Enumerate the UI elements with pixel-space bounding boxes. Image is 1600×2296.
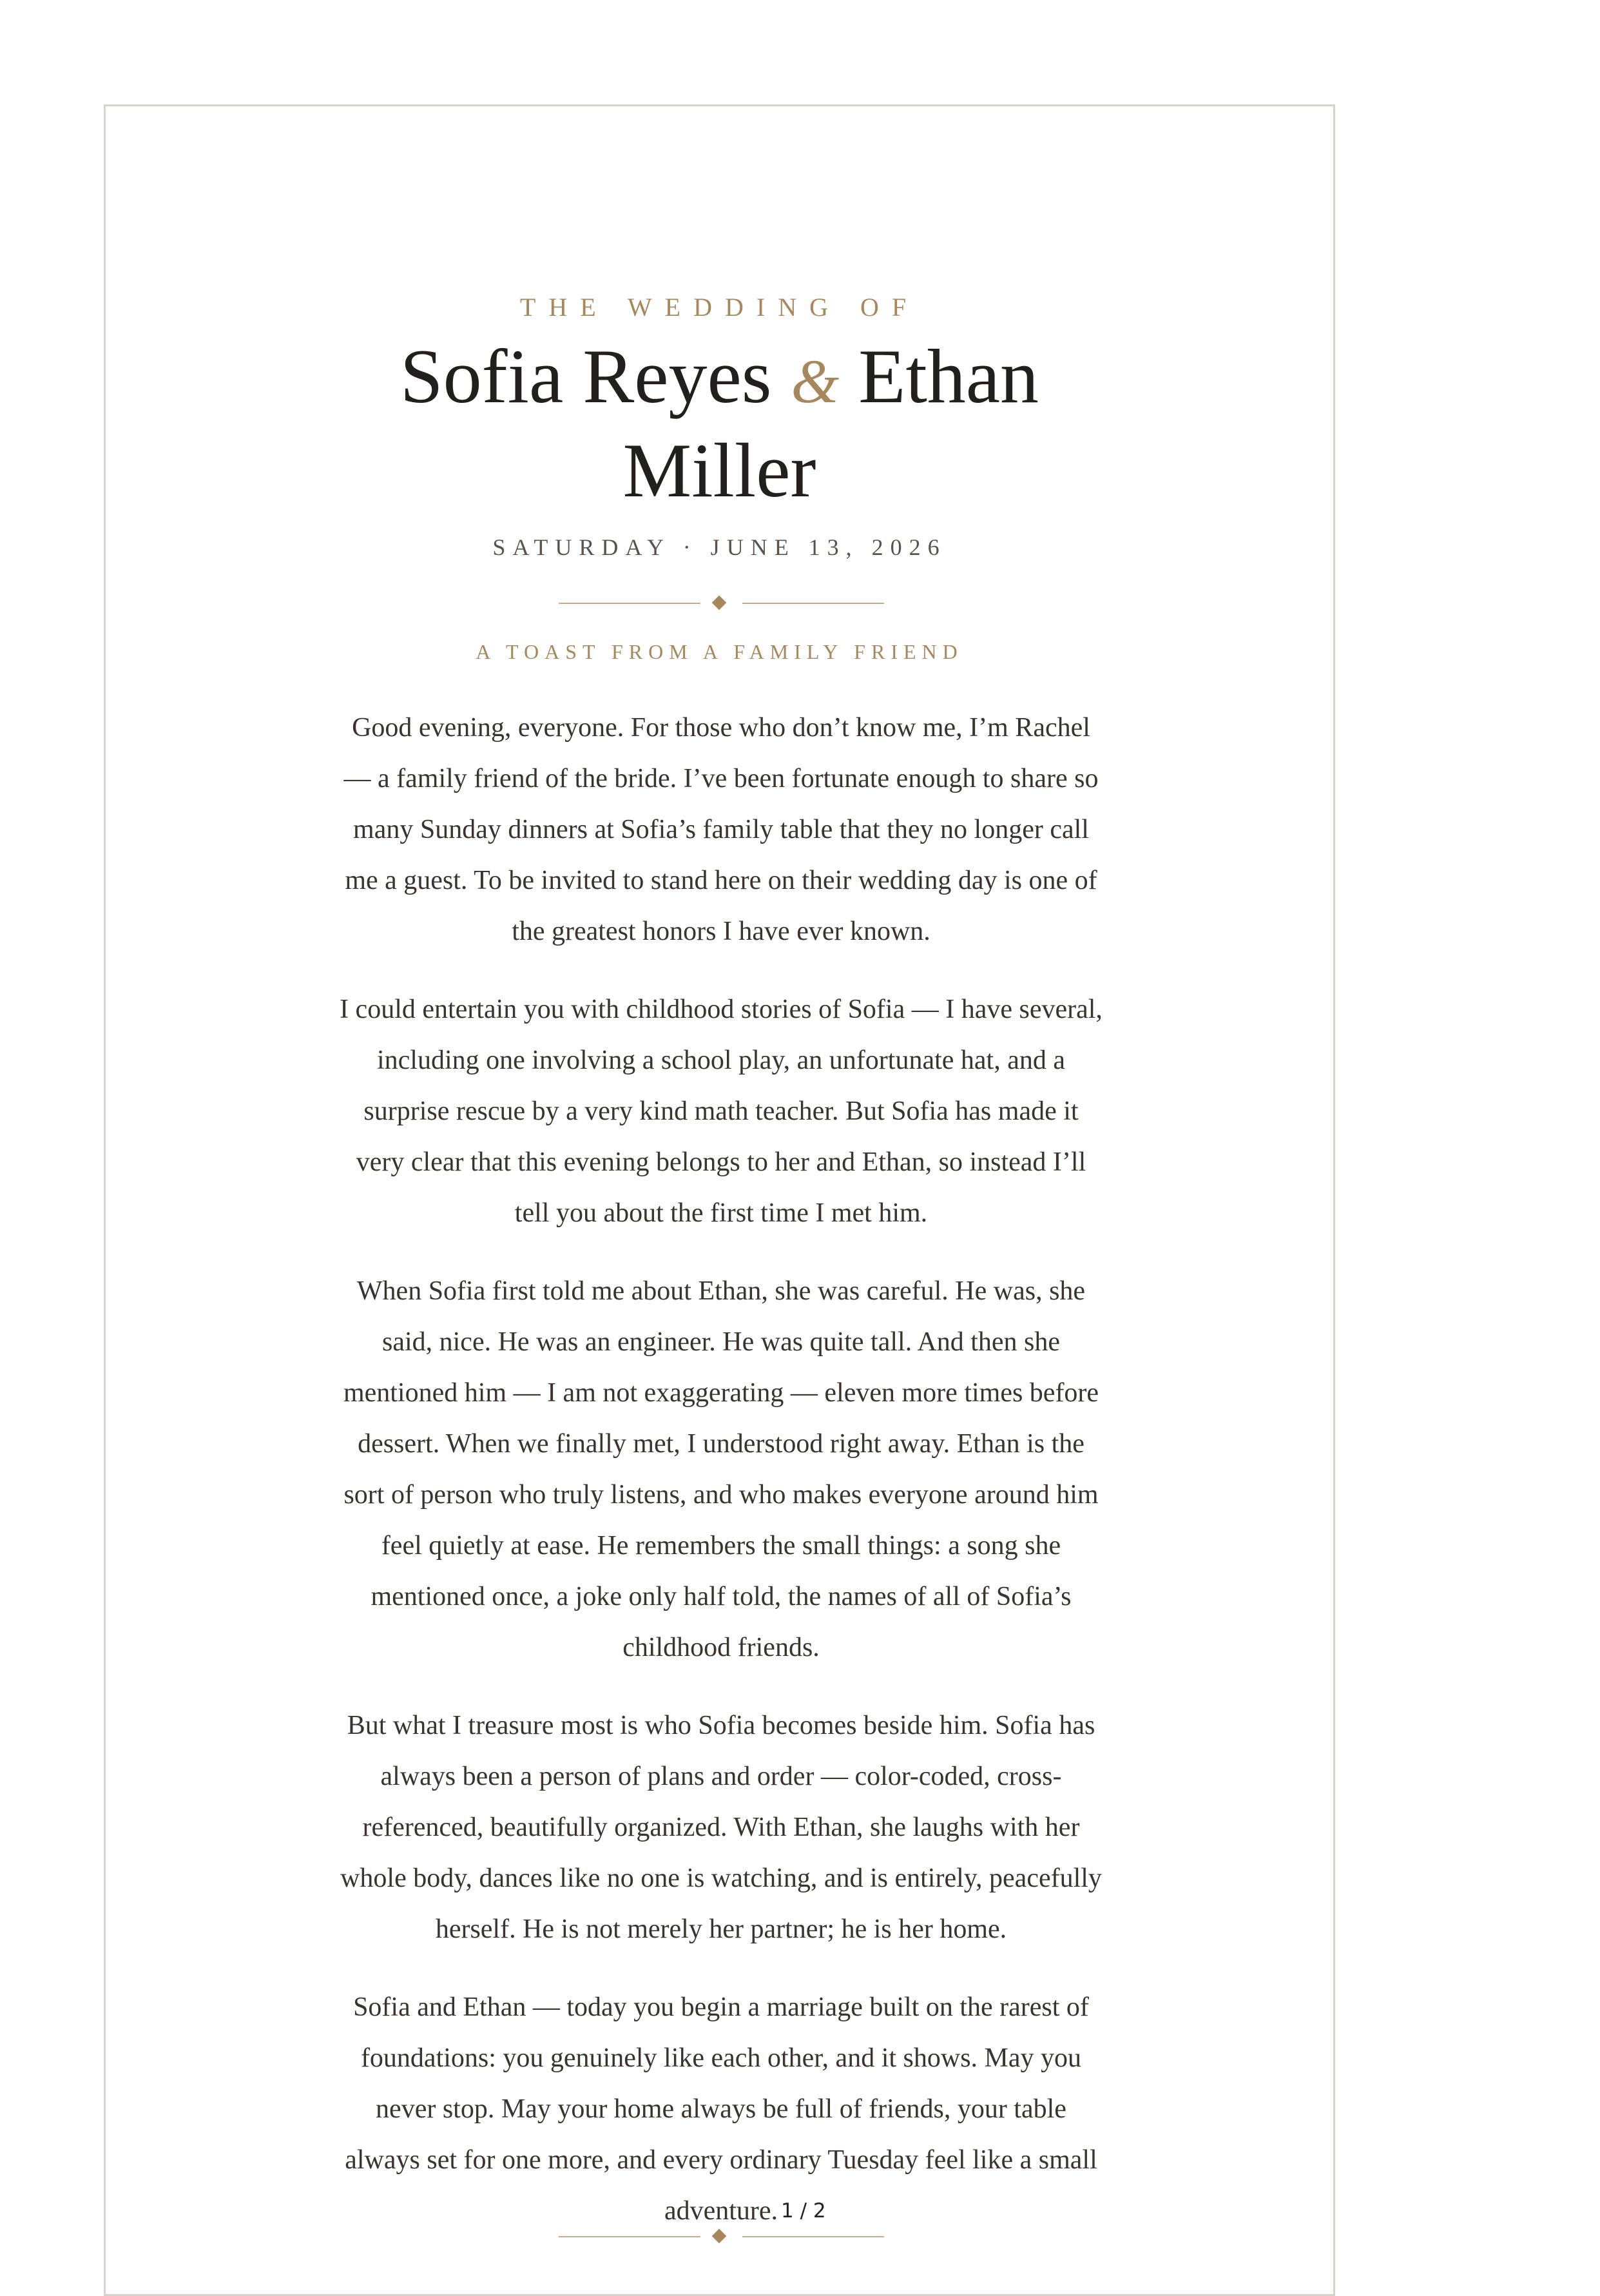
toast-subtitle: A TOAST FROM A FAMILY FRIEND bbox=[476, 640, 963, 663]
divider-line-right bbox=[742, 2236, 884, 2237]
groom-last-name: Miller bbox=[622, 427, 816, 513]
divider-line-left bbox=[559, 603, 700, 604]
toast-paragraph: When Sofia first told me about Ethan, she was careful. He was, she said, nice. He was an engineer. He was quite tall. And then she mentioned him — I am not exaggerating — eleven more times before dessert. When we finally met, I understood right away. Ethan is the sort of person who truly listens, and who makes everyone around him feel quietly at ease. He remembers the small things: a song she mentioned once, a joke only half told, the names of all of Sofia’s childhood friends. bbox=[343, 1276, 1099, 1662]
toast-paragraph: But what I treasure most is who Sofia becomes beside him. Sofia has always been a person of plans and order — color-coded, cross-referenced, beautifully organized. With Ethan, she laughs with her whole body, dances like no one is watching, and is entirely, peacefully herself. He is not merely her partner; he is her home. bbox=[340, 1711, 1102, 1944]
ampersand: & bbox=[791, 347, 840, 416]
toast-paragraph: I could entertain you with childhood stories of Sofia — I have several, including one involving a school play, an unfortunate hat, and a surprise rescue by a very kind math teacher. But Sofia has made it very clear that this evening belongs to her and Ethan, so instead I’ll tell you about the first time I met him. bbox=[340, 995, 1103, 1228]
bottom-divider bbox=[106, 2227, 1333, 2246]
divider-line-left bbox=[559, 2236, 700, 2237]
toast-body bbox=[338, 703, 1104, 2264]
top-divider bbox=[106, 594, 1333, 613]
wedding-date: SATURDAY · JUNE 13, 2026 bbox=[492, 534, 947, 560]
wedding-kicker: THE WEDDING OF bbox=[519, 293, 920, 322]
couple-names bbox=[106, 332, 1333, 515]
page-number: 1 / 2 bbox=[781, 2199, 826, 2223]
invitation-card bbox=[104, 104, 1335, 2296]
diamond-icon bbox=[712, 2229, 727, 2244]
toast-paragraph: Good evening, everyone. For those who don’t know me, I’m Rachel — a family friend of the bride. I’ve been fortunate enough to share so many Sunday dinners at Sofia’s family table that they no longer call me a guest. To be invited to stand here on their wedding day is one of the greatest honors I have ever known. bbox=[343, 713, 1099, 946]
toast-paragraph: Sofia and Ethan — today you begin a marriage built on the rarest of foundations: you genuinely like each other, and it shows. May you never stop. May your home always be full of friends, your table always set for one more, and every ordinary Tuesday feel like a small adventure. bbox=[345, 1992, 1097, 2226]
divider-line-right bbox=[742, 603, 884, 604]
groom-first-name: Ethan bbox=[858, 333, 1039, 419]
diamond-icon bbox=[712, 596, 727, 610]
bride-name: Sofia Reyes bbox=[400, 333, 772, 419]
